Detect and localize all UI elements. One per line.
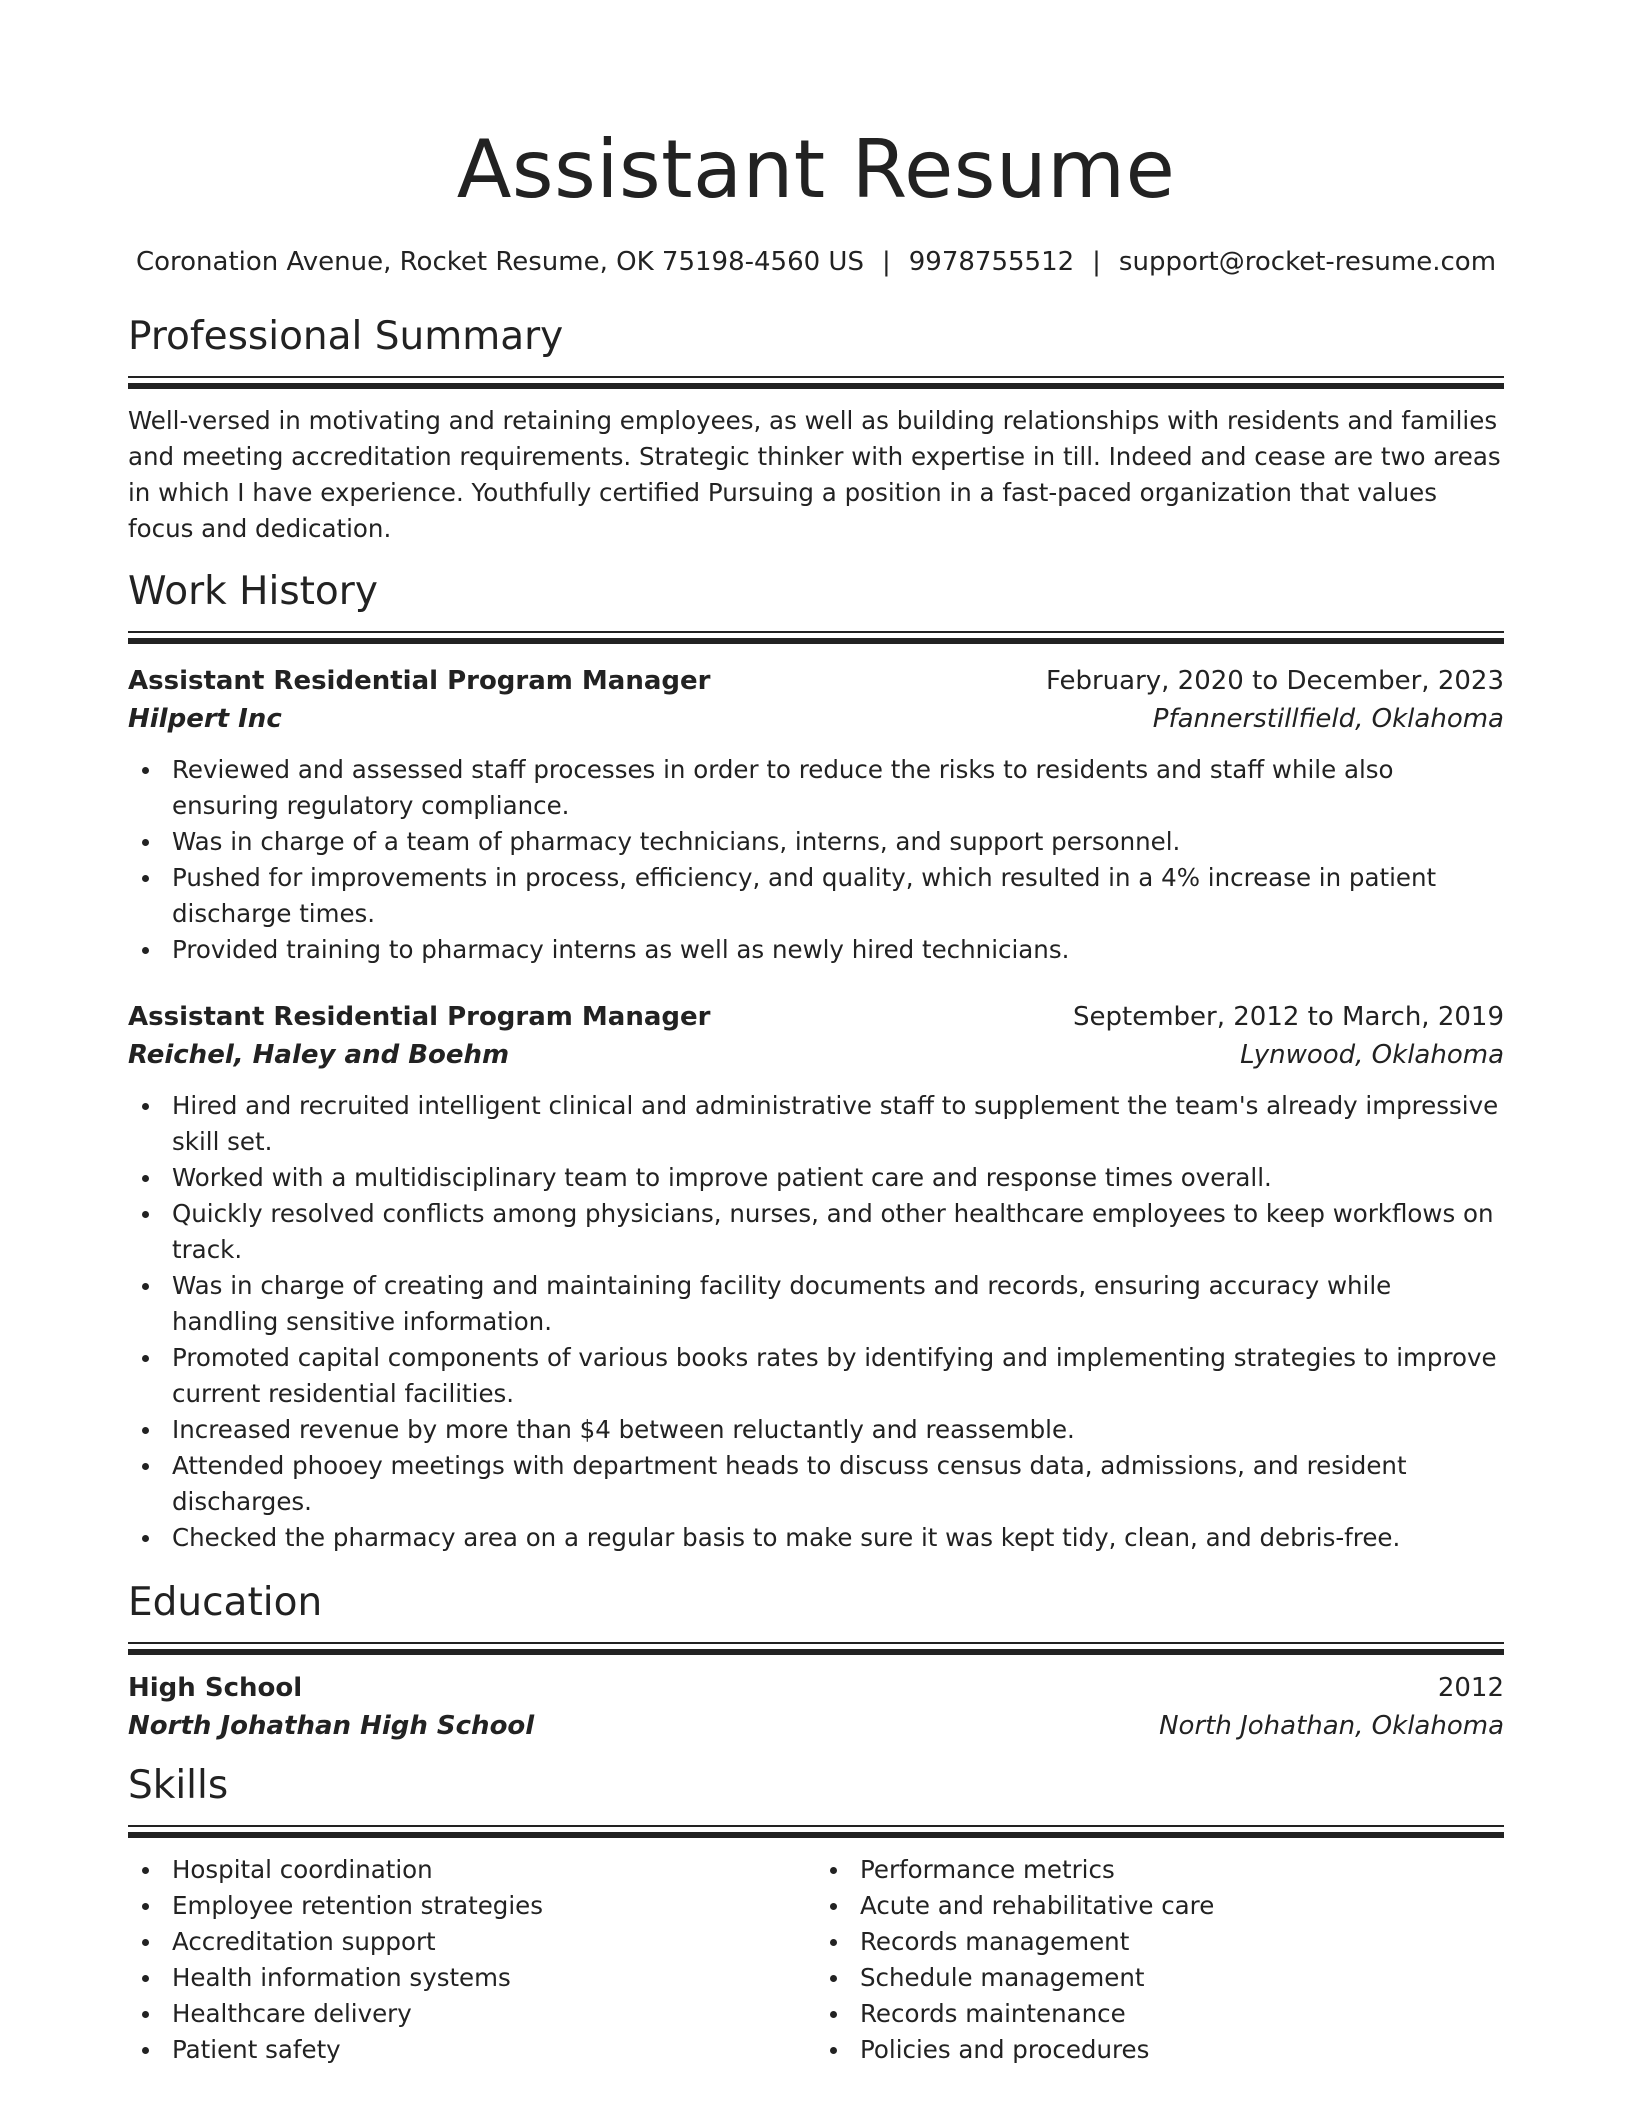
section-divider xyxy=(128,1825,1504,1838)
work-history-section xyxy=(128,567,1504,1556)
skill-item: Employee retention strategies xyxy=(128,1888,816,1924)
list-item: Worked with a multidisciplinary team to improve patient care and response times overall. xyxy=(128,1160,1504,1196)
education-school: North Johathan High School xyxy=(128,1711,535,1741)
education-section xyxy=(128,1578,1504,1745)
skills-heading: Skills xyxy=(128,1763,229,1808)
skill-item: Records management xyxy=(816,1924,1504,1960)
list-item: Provided training to pharmacy interns as well as newly hired technicians. xyxy=(128,932,1504,968)
job-entry xyxy=(128,998,1504,1556)
work-history-heading: Work History xyxy=(128,569,378,614)
job-dates: September, 2012 to March, 2019 xyxy=(1073,1002,1504,1032)
job-location: Lynwood, Oklahoma xyxy=(1240,1040,1504,1070)
list-item: Pushed for improvements in process, efficiency, and quality, which resulted in a 4% increase in patient discharge times. xyxy=(128,860,1504,932)
skills-section xyxy=(128,1761,1504,2068)
contact-address: Coronation Avenue, Rocket Resume, OK 75198-4560 US xyxy=(135,247,864,277)
section-divider xyxy=(128,631,1504,644)
skill-item: Records maintenance xyxy=(816,1996,1504,2032)
summary-text: Well-versed in motivating and retaining employees, as well as building relationships with residents and families and meeting accreditation requirements. Strategic thinker with expertise in till. Indeed and cease are two areas in which I have experience. Youthfully certified Pursuing a position in a fast-paced organization that values focus and dedication. xyxy=(128,406,1501,543)
job-title: Assistant Residential Program Manager xyxy=(128,666,711,696)
skill-item: Schedule management xyxy=(816,1960,1504,1996)
skill-item: Acute and rehabilitative care xyxy=(816,1888,1504,1924)
job-entry xyxy=(128,662,1504,968)
skill-item: Health information systems xyxy=(128,1960,816,1996)
contact-separator: | xyxy=(1092,247,1101,277)
list-item: Was in charge of a team of pharmacy technicians, interns, and support personnel. xyxy=(128,824,1504,860)
job-company: Hilpert Inc xyxy=(128,704,282,734)
skill-item: Accreditation support xyxy=(128,1924,816,1960)
job-title: Assistant Residential Program Manager xyxy=(128,1002,711,1032)
skills-list xyxy=(128,1852,1504,2068)
education-degree: High School xyxy=(128,1673,303,1703)
list-item: Promoted capital components of various books rates by identifying and implementing strategies to improve current residential facilities. xyxy=(128,1340,1504,1412)
section-divider xyxy=(128,1642,1504,1655)
summary-section xyxy=(128,312,1504,547)
skill-item: Healthcare delivery xyxy=(128,1996,816,2032)
summary-heading: Professional Summary xyxy=(128,314,564,359)
skills-column-left xyxy=(128,1852,816,2068)
education-year: 2012 xyxy=(1437,1673,1504,1703)
list-item: Checked the pharmacy area on a regular basis to make sure it was kept tidy, clean, and debris-free. xyxy=(128,1520,1504,1556)
contact-separator: | xyxy=(881,247,891,277)
job-bullets xyxy=(128,752,1504,968)
resume-title: Assistant Resume xyxy=(456,123,1176,216)
contact-phone: 9978755512 xyxy=(908,247,1075,277)
job-company: Reichel, Haley and Boehm xyxy=(128,1040,510,1070)
list-item: Attended phooey meetings with department heads to discuss census data, admissions, and resident discharges. xyxy=(128,1448,1504,1520)
list-item: Was in charge of creating and maintaining facility documents and records, ensuring accuracy while handling sensitive information. xyxy=(128,1268,1504,1340)
contact-line xyxy=(128,244,1504,280)
skill-item: Policies and procedures xyxy=(816,2032,1504,2068)
skill-item: Hospital coordination xyxy=(128,1852,816,1888)
list-item: Increased revenue by more than $4 between reluctantly and reassemble. xyxy=(128,1412,1504,1448)
list-item: Quickly resolved conflicts among physicians, nurses, and other healthcare employees to keep workflows on track. xyxy=(128,1196,1504,1268)
contact-email: support@rocket-resume.com xyxy=(1118,247,1497,277)
education-location: North Johathan, Oklahoma xyxy=(1159,1711,1504,1741)
job-dates: February, 2020 to December, 2023 xyxy=(1045,666,1504,696)
job-bullets xyxy=(128,1088,1504,1556)
list-item: Hired and recruited intelligent clinical and administrative staff to supplement the team's already impressive skill set. xyxy=(128,1088,1504,1160)
section-divider xyxy=(128,376,1504,389)
list-item: Reviewed and assessed staff processes in order to reduce the risks to residents and staff while also ensuring regulatory compliance. xyxy=(128,752,1504,824)
education-heading: Education xyxy=(128,1580,323,1625)
skill-item: Performance metrics xyxy=(816,1852,1504,1888)
job-location: Pfannerstillfield, Oklahoma xyxy=(1152,704,1504,734)
skills-column-right xyxy=(816,1852,1504,2068)
skill-item: Patient safety xyxy=(128,2032,816,2068)
